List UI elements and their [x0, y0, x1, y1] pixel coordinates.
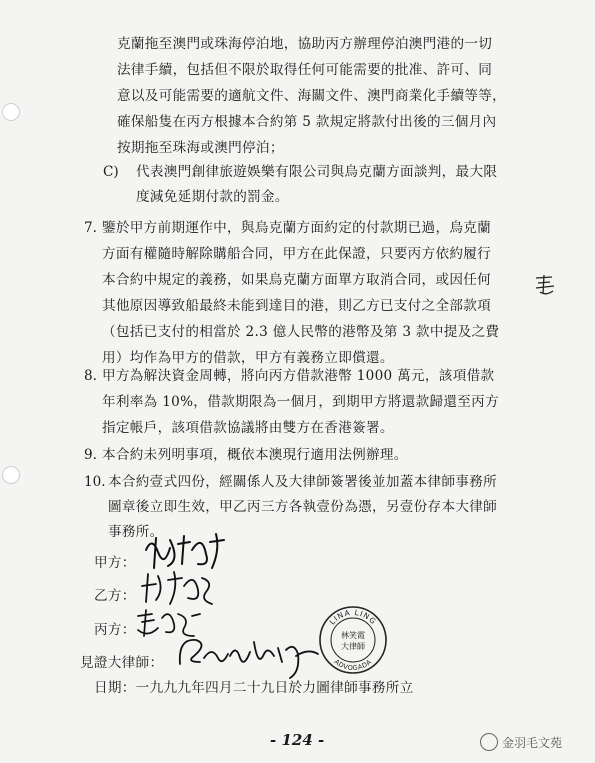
watermark-text: 金羽毛文苑: [502, 735, 563, 750]
date-line: 日期：一九九九年四月二十九日於力圖律師事務所立: [94, 680, 414, 696]
item-number: 7.: [84, 220, 97, 236]
text-line: 本合約中規定的義務，如果烏克蘭方面單方取消合同，或因任何: [102, 272, 492, 288]
punch-hole: [2, 466, 20, 484]
text-line: 方面有權隨時解除購船合同，甲方在此保證，只要丙方依約履行: [102, 246, 492, 262]
text-line: 圖章後立即生效，甲乙丙三方各執壹份為憑，另壹份存本大律師: [108, 499, 498, 515]
text-line: 用）均作為甲方的借款，甲方有義務立即償還。: [102, 350, 394, 366]
punch-hole: [2, 103, 20, 121]
text-line: 確保船隻在丙方根據本合約第 5 款規定將款付出後的三個月內: [117, 114, 497, 130]
party-a-signature: [140, 530, 230, 572]
watermark: [480, 733, 562, 751]
text-line: 本合約未列明事項，概依本澳現行適用法例辦理。: [102, 447, 408, 463]
text-line: 克蘭拖至澳門或珠海停泊地，協助丙方辦理停泊澳門港的一切: [117, 36, 493, 52]
lawyer-seal: [318, 605, 388, 675]
wechat-icon: [480, 733, 498, 751]
party-b-signature: [138, 568, 220, 608]
text-line: 年利率為 10%，借款期限為一個月，到期甲方將還款歸還至丙方: [102, 394, 499, 410]
item-number: 8.: [84, 368, 97, 384]
seal-bottom-text: ADVOGADA: [332, 657, 374, 673]
party-a-label: 甲方：: [94, 555, 136, 571]
item-label: C): [103, 164, 119, 180]
svg-text:LINA LING: [328, 608, 379, 626]
lawyer-label: 見證大律師：: [80, 655, 164, 671]
text-line: 事務所。: [108, 524, 164, 540]
party-b-label: 乙方：: [94, 588, 136, 604]
margin-initial-mark: [532, 272, 558, 298]
lawyer-signature: [174, 628, 324, 684]
party-c-label: 丙方：: [94, 622, 136, 638]
text-line: 意以及可能需要的適航文件、海關文件、澳門商業化手續等等，: [117, 88, 507, 104]
text-line: 其他原因導致船最終未能到達目的港，則乙方已支付之全部款項: [102, 298, 492, 314]
item-number: 9.: [84, 447, 97, 463]
text-line: 法律手續，包括但不限於取得任何可能需要的批准、許可、同: [117, 62, 493, 78]
page-number: - 124 -: [270, 731, 325, 749]
text-line: 代表澳門創律旅遊娛樂有限公司與烏克蘭方面談判，最大限: [136, 164, 498, 180]
text-line: 指定帳戶，該項借款協議將由雙方在香港簽署。: [102, 420, 394, 436]
text-line: 鑒於甲方前期運作中，與烏克蘭方面約定的付款期已過，烏克蘭: [102, 220, 492, 236]
text-line: 甲方為解決資金周轉，將向丙方借款港幣 1000 萬元，該項借款: [102, 368, 495, 384]
text-line: （包括已支付的相當於 2.3 億人民幣的港幣及第 3 款中提及之費: [102, 324, 500, 340]
text-line: 度減免延期付款的罰金。: [136, 189, 289, 205]
seal-center-text: 林笑霞大律師: [341, 631, 365, 651]
text-line: 本合約壹式四份，經關係人及大律師簽署後並加蓋本律師事務所: [108, 474, 498, 490]
seal-top-text: LINA LING: [327, 607, 379, 627]
item-number: 10.: [84, 474, 106, 490]
text-line: 按期拖至珠海或澳門停泊；: [117, 140, 284, 156]
